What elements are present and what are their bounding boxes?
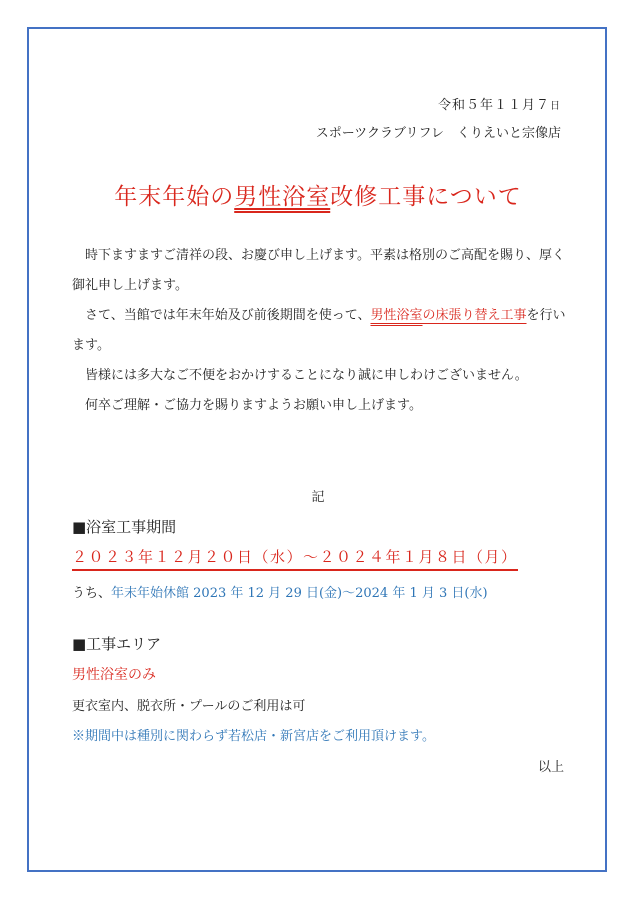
notice-body bbox=[72, 241, 567, 421]
issue-date: 令和５年１１月７日 bbox=[437, 98, 561, 113]
area-heading: ■工事エリア bbox=[72, 635, 162, 653]
closure-period: うち、年末年始休館 2023 年 12 月 29 日(金)～2024 年 1 月 3 日(水) bbox=[72, 586, 488, 601]
page-border bbox=[27, 27, 607, 872]
construction-area: 男性浴室のみ bbox=[72, 667, 156, 683]
available-facilities: 更衣室内、脱衣所・プールのご利用は可 bbox=[72, 699, 306, 714]
notice-title: 年末年始の男性浴室改修工事について bbox=[114, 184, 522, 210]
title-highlight: 男性浴室 bbox=[234, 184, 331, 210]
organization-name: スポーツクラブリフレ くりえいと宗像店 bbox=[315, 126, 561, 141]
paragraph-construction: さて、当館では年末年始及び前後期間を使って、男性浴室の床張り替え工事を行います。 bbox=[72, 308, 566, 353]
construction-period: ２０２３年１２月２０日（水）～２０２４年１月８日（月） bbox=[72, 546, 518, 571]
paragraph-request: 何卒ご理解・ご協力を賜りますようお願い申し上げます。 bbox=[85, 398, 422, 413]
period-heading: ■浴室工事期間 bbox=[72, 518, 177, 536]
paragraph-apology: 皆様には多大なご不便をおかけすることになり誠に申しわけございません。 bbox=[85, 368, 528, 383]
alternative-store-note: ※期間中は種別に関わらず若松店・新宮店をご利用頂けます。 bbox=[72, 729, 435, 744]
paragraph-greeting: 時下ますますご清祥の段、お慶び申し上げます。平素は格別のご高配を賜り、厚く御礼申し上げます。 bbox=[72, 248, 565, 293]
ki-label: 記 bbox=[311, 490, 325, 505]
closing-mark: 以上 bbox=[537, 760, 564, 775]
